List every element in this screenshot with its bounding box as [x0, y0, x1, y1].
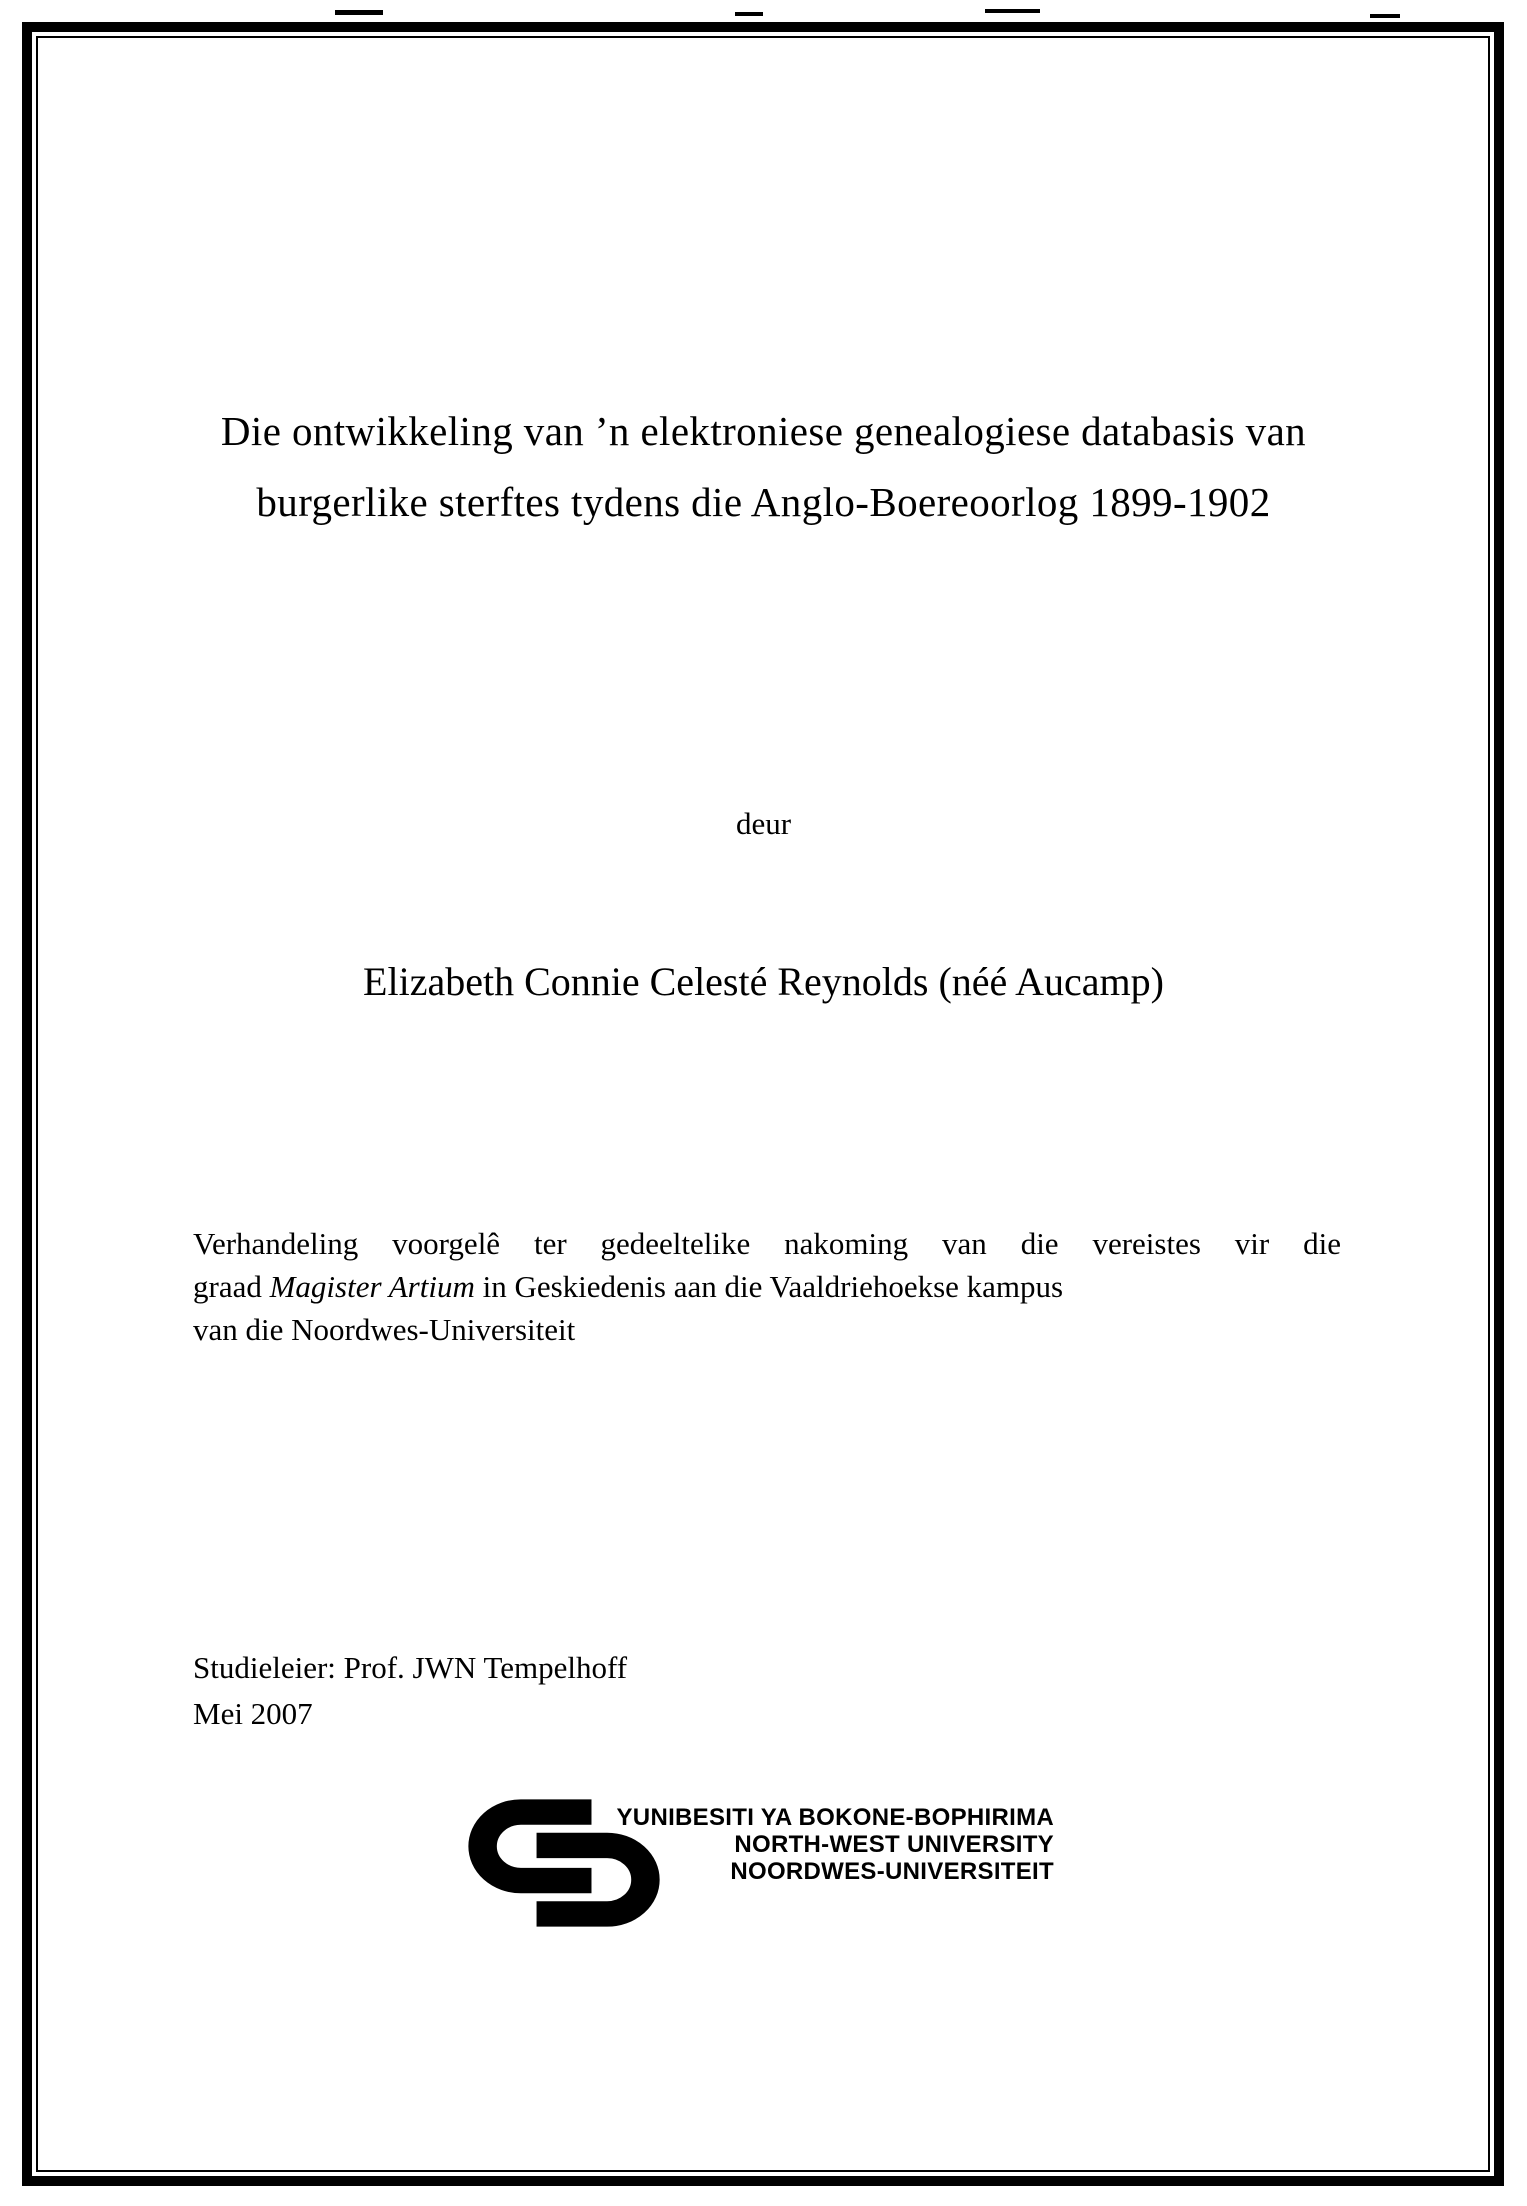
thesis-line-2-suffix: in Geskiedenis aan die Vaaldriehoekse kampus	[474, 1269, 1064, 1304]
university-logo	[462, 1798, 1062, 1933]
thesis-line-2-prefix: graad	[193, 1269, 270, 1304]
thesis-statement-line-1: Verhandeling voorgelê ter gedeeltelike nakoming van die vereistes vir die	[193, 1226, 1341, 1261]
byline-label: deur	[735, 806, 792, 841]
thesis-statement	[193, 1222, 1341, 1351]
logo-line-afrikaans: NOORDWES-UNIVERSITEIT	[730, 1858, 1054, 1885]
submission-date: Mei 2007	[193, 1696, 313, 1731]
thesis-title	[150, 396, 1377, 538]
logo-line-setswana: YUNIBESITI YA BOKONE-BOPHIRIMA	[616, 1804, 1054, 1831]
supervisor-block	[193, 1645, 627, 1737]
logo-line-english: NORTH-WEST UNIVERSITY	[734, 1831, 1054, 1858]
author-name: Elizabeth Connie Celesté Reynolds (néé Aucamp)	[363, 959, 1164, 1004]
degree-name: Magister Artium	[269, 1269, 475, 1304]
thesis-statement-line-3: van die Noordwes-Universiteit	[193, 1312, 576, 1347]
thesis-statement-line-2	[193, 1265, 1341, 1308]
scan-artifact	[335, 10, 383, 15]
title-line-2: burgerlike sterftes tydens die Anglo-Boereoorlog 1899-1902	[256, 479, 1271, 525]
university-logo-text	[586, 1804, 1054, 1885]
title-line-1: Die ontwikkeling van ’n elektroniese genealogiese databasis van	[220, 408, 1307, 454]
scan-artifact	[1370, 14, 1400, 18]
scan-artifact	[735, 12, 763, 16]
supervisor-name: Studieleier: Prof. JWN Tempelhoff	[193, 1650, 628, 1685]
scan-artifact	[985, 9, 1040, 13]
